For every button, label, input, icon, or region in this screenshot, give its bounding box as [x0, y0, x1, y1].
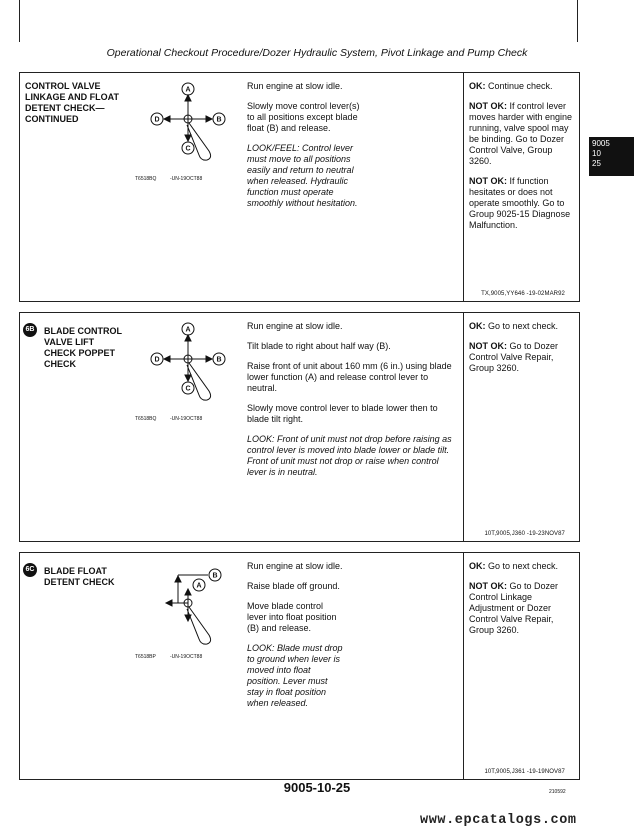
result-label: NOT OK:	[469, 341, 507, 351]
page-code: 210592	[549, 789, 566, 795]
figure-id: T6518BQ	[135, 416, 157, 422]
figure-code: -UN-19OCT88	[170, 416, 203, 422]
figure-code: -UN-19OCT88	[170, 654, 203, 660]
results-divider	[463, 313, 464, 541]
reference-code: 10T,9005,J360 -19-23NOV87	[484, 531, 565, 537]
results	[469, 321, 573, 383]
side-tab-line: 10	[592, 149, 601, 158]
section-title: BLADE CONTROL VALVE LIFT CHECK POPPET CHECK	[44, 326, 122, 369]
step-text: Slowly move control lever to blade lower then to blade tilt right.	[247, 403, 438, 424]
lever-label-b: B	[212, 572, 218, 580]
result-text: Go to Dozer Control Linkage Adjustment or Dozer Control Valve Repair, Group 3260.	[469, 581, 559, 635]
step-text: LOOK: Front of unit must not drop before raising as control lever is moved into blade lower or blade tilt. Front of unit must not drop or raise when control lever is in neutral.	[247, 434, 452, 477]
step-text: Raise front of unit about 160 mm (6 in.) using blade lower function (A) and release control lever to neutral.	[247, 361, 452, 393]
result-label: NOT OK:	[469, 581, 507, 591]
side-tab	[589, 137, 634, 176]
step-text: Run engine at slow idle.	[247, 321, 343, 331]
result-label: OK:	[469, 81, 486, 91]
lever-label-a: A	[185, 86, 191, 94]
step-badge: 6C	[23, 563, 37, 577]
float-lever-diagram	[133, 563, 243, 653]
figure-id: T6518BP	[135, 654, 156, 660]
result-text: If function hesitates or does not operate smoothly. Go to Group 9025-15 Diagnose Malfunction.	[469, 176, 571, 230]
side-tab-line: 25	[592, 159, 601, 168]
lever-label-b: B	[216, 116, 222, 124]
top-right-rule	[577, 0, 578, 42]
result-text: Continue check.	[488, 81, 553, 91]
result-text: Go to Dozer Control Valve Repair, Group 3260.	[469, 341, 559, 373]
results-divider	[463, 553, 464, 779]
result-text: Go to next check.	[488, 561, 559, 571]
figure-code: -UN-19OCT88	[170, 176, 203, 182]
lever-label-d: D	[154, 116, 160, 124]
result-label: OK:	[469, 561, 486, 571]
results-divider	[463, 73, 464, 301]
step-badge: 6B	[23, 323, 37, 337]
step-text: Move blade control lever into float position (B) and release.	[247, 601, 337, 633]
lever-label-b: B	[216, 356, 222, 364]
result-label: NOT OK:	[469, 101, 507, 111]
step-text: LOOK: Blade must drop to ground when lever is moved into float position. Lever must stay in float position when released.	[247, 643, 343, 708]
step-text: Run engine at slow idle.	[247, 81, 343, 91]
step-text: Run engine at slow idle.	[247, 561, 343, 571]
page-number: 9005-10-25	[283, 780, 351, 795]
control-lever-diagram	[133, 321, 243, 411]
section-blade-float-detent	[19, 552, 580, 780]
result-text: Go to next check.	[488, 321, 559, 331]
lever-label-a: A	[185, 326, 191, 334]
result-label: NOT OK:	[469, 176, 507, 186]
procedure-steps	[247, 321, 459, 487]
results	[469, 81, 573, 240]
lever-label-d: D	[154, 356, 160, 364]
section-control-valve-linkage	[19, 72, 580, 302]
results	[469, 561, 573, 645]
procedure-steps	[247, 561, 343, 718]
reference-code: 10T,9005,J361 -19-19NOV87	[484, 769, 565, 775]
side-tab-line: 9005	[592, 139, 610, 148]
step-text: Slowly move control lever(s) to all positions except blade float (B) and release.	[247, 101, 360, 133]
page-header: Operational Checkout Procedure/Dozer Hydraulic System, Pivot Linkage and Pump Check	[106, 47, 528, 59]
lever-label-c: C	[185, 385, 191, 393]
result-label: OK:	[469, 321, 486, 331]
step-text: Tilt blade to right about half way (B).	[247, 341, 391, 351]
figure-id: T6518BQ	[135, 176, 157, 182]
section-blade-control-lift-check	[19, 312, 580, 542]
section-title: BLADE FLOAT DETENT CHECK	[44, 566, 115, 587]
result-text: If control lever moves harder with engine running, valve spool may be binding. Go to Dozer Control Valve, Group 3260.	[469, 101, 573, 166]
procedure-steps	[247, 81, 368, 218]
watermark-url[interactable]: www.epcatalogs.com	[420, 813, 577, 828]
step-text: LOOK/FEEL: Control lever must move to all positions easily and return to neutral when released. Hydraulic function must operate smoothly without hesitation.	[247, 143, 358, 208]
lever-label-c: C	[185, 145, 191, 153]
step-text: Raise blade off ground.	[247, 581, 340, 591]
lever-label-a: A	[196, 582, 202, 590]
section-title: CONTROL VALVE LINKAGE AND FLOAT DETENT CHECK—CONTINUED	[25, 81, 119, 124]
control-lever-diagram	[133, 81, 243, 171]
reference-code: TX,9005,YY646 -19-02MAR92	[481, 291, 565, 297]
top-left-rule	[19, 0, 20, 42]
